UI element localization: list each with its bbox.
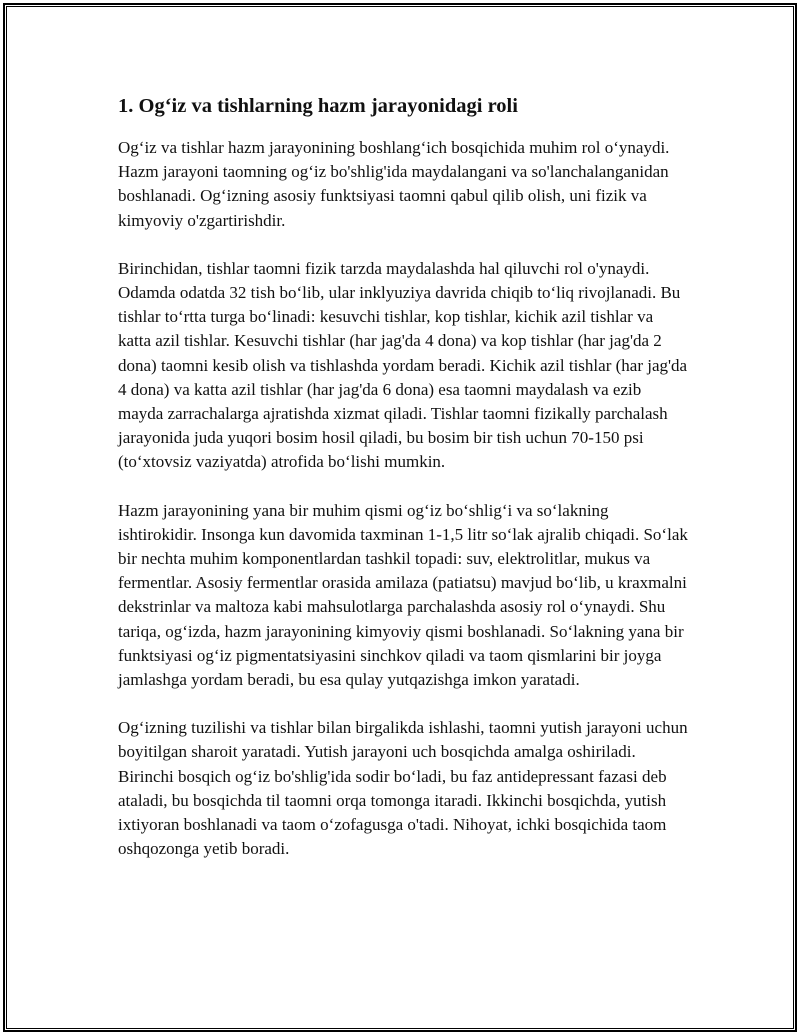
document-body: [118, 92, 688, 861]
section-title: 1. Og‘iz va tishlarning hazm jarayonidagi roli: [118, 95, 518, 117]
paragraph-4: Og‘izning tuzilishi va tishlar bilan birgalikda ishlashi, taomni yutish jarayoni uchun boyitilgan sharoit yaratadi. Yutish jarayoni uch bosqichda amalga oshiriladi. Birinchi bosqich og‘iz bo'shlig'ida sodir bo‘ladi, bu faz antidepressant fazasi deb ataladi, bu bosqichda til taomni orqa tomonga itaradi. Ikkinchi bosqichda, yutish ixtiyoran boshlanadi va taom o‘zofagusga o'tadi. Nihoyat, ichki bosqichida taom oshqozonga yetib boradi.: [118, 718, 688, 859]
paragraph-3: Hazm jarayonining yana bir muhim qismi og‘iz bo‘shlig‘i va so‘lakning ishtirokidir. Insonga kun davomida taxminan 1-1,5 litr so‘lak ajralib chiqadi. So‘lak bir nechta muhim komponentlardan tashkil topadi: suv, elektrolitlar, mukus va fermentlar. Asosiy fermentlar orasida amilaza (patiatsu) mavjud bo‘lib, u kraxmalni dekstrinlar va maltoza kabi mahsulotlarga parchalashda asosiy rol o‘ynaydi. Shu tariqa, og‘izda, hazm jarayonining kimyoviy qismi boshlanadi. So‘lakning yana bir funktsiyasi og‘iz pigmentatsiyasini sinchkov qiladi va taom qismlarini bir joyga jamlashga yordam beradi, bu esa qulay yutqazishga imkon yaratadi.: [118, 500, 688, 690]
paragraph-1: Og‘iz va tishlar hazm jarayonining boshlang‘ich bosqichida muhim rol o‘ynaydi. Hazm jarayoni taomning og‘iz bo'shlig'ida maydalangani va so'lanchalanganidan boshlanadi. Og‘izning asosiy funktsiyasi taomni qabul qilib olish, uni fizik va kimyoviy o'zgartirishdir.: [118, 138, 670, 230]
paragraph-2: Birinchidan, tishlar taomni fizik tarzda maydalashda hal qiluvchi rol o'ynaydi. Odamda odatda 32 tish bo‘lib, ular inklyuziya davrida chiqib to‘liq rivojlanadi. Bu tishlar to‘rtta turga bo‘linadi: kesuvchi tishlar, kop tishlar, kichik azil tishlar va katta azil tishlar. Kesuvchi tishlar (har jag'da 4 dona) va kop tishlar (har jag'da 2 dona) taomni kesib olish va tishlashda yordam beradi. Kichik azil tishlar (har jag'da 4 dona) va katta azil tishlar (har jag'da 6 dona) esa taomni maydalash va ezib mayda zarrachalarga ajratishda xizmat qiladi. Tishlar taomni fizikally parchalash jarayonida juda yuqori bosim hosil qiladi, bu bosim bir tish uchun 70-150 psi (to‘xtovsiz vaziyatda) atrofida bo‘lishi mumkin.: [118, 258, 688, 472]
